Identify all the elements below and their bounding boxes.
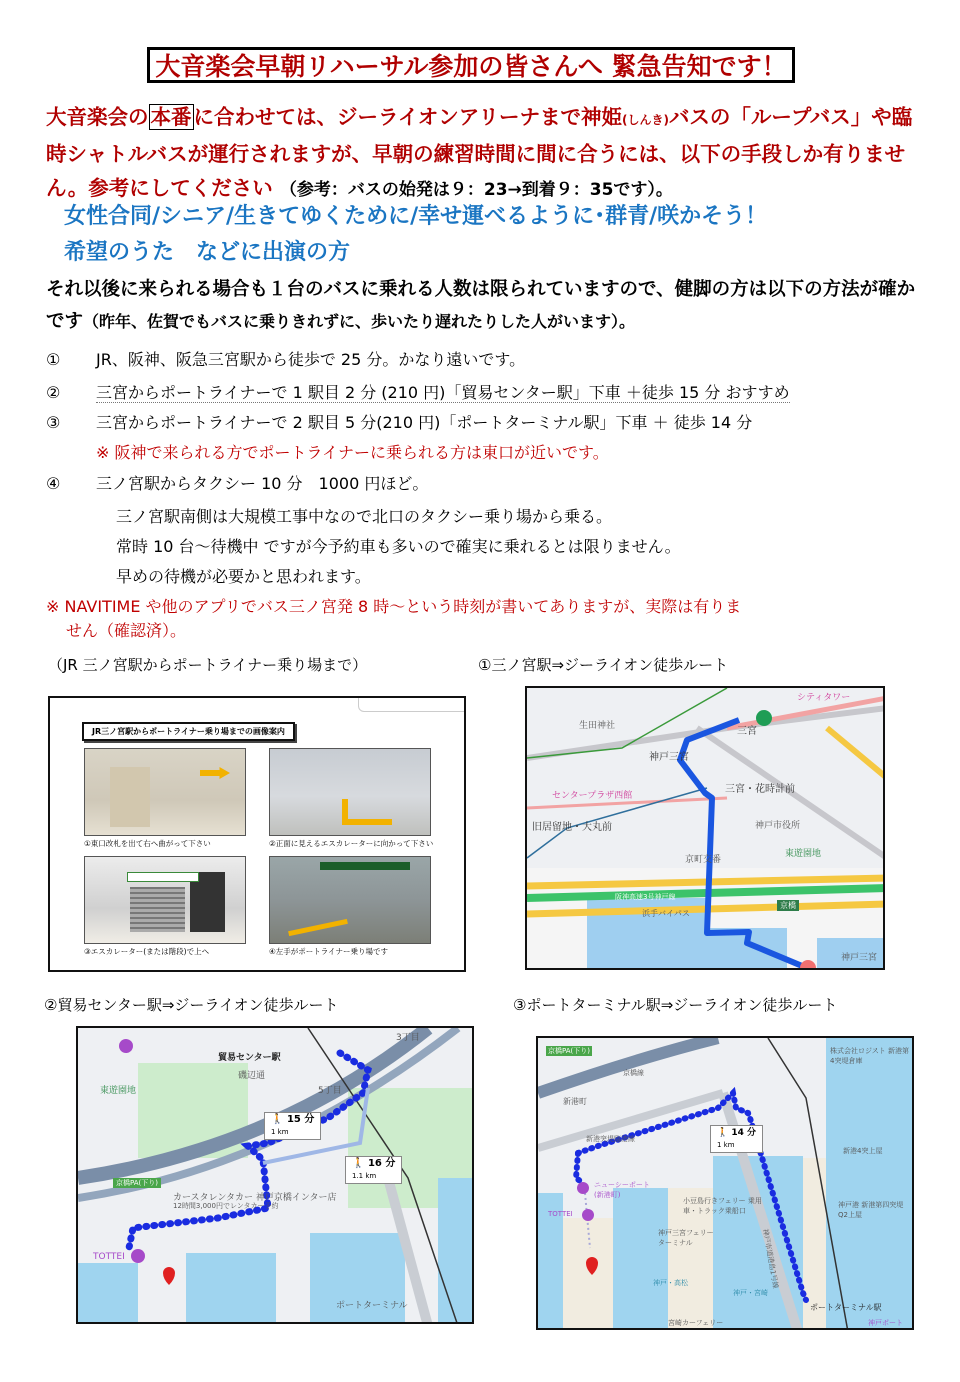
map-background [538,1038,912,1328]
map-label: 新港4突上屋 [843,1147,883,1155]
option-1 [46,348,926,372]
guide-photo-3 [84,856,246,944]
guide-caption-4: ④左手がポートライナー乗り場です [269,947,388,956]
map-label: ポートターミナル [336,1301,408,1311]
map-label: 京町交番 [685,855,722,865]
taxi-detail-2: 常時 10 台～待機中 ですが今予約車も多いので確実に乗れるとは限りません。 [116,537,681,556]
map-label: 東遊園地 [100,1086,137,1096]
option-3 [46,411,926,435]
map-label: 生田神社 [579,721,616,731]
option-text: JR、阪神、阪急三宮駅から徒歩で 25 分。かなり遠いです。 [96,350,526,369]
navitime-note [46,595,926,643]
map-label: 磯辺通 [238,1071,266,1081]
title-banner [147,47,795,83]
performer-line-2: 希望のうた などに出演の方 [64,240,351,265]
walk-icon: 🚶 [717,1128,729,1138]
map-label: 神戸三宮 [649,752,689,763]
map-roads-icon [78,1028,474,1324]
map-label: 神戸・宮崎 [733,1289,768,1297]
walk-time-box-16 [345,1156,402,1184]
map-label: 神戸港 新港第四突堤Q2上屋 [838,1201,904,1219]
map-label: 京橋PA(下り) [548,1047,591,1055]
map-label: TOTTEI [93,1252,125,1262]
guide-caption-3: ③エスカレーター(または階段)で上へ [84,947,210,956]
intro-paragraph [46,100,926,207]
option-text: 三ノ宮駅からタクシー 10 分 1000 円ほど。 [96,474,429,493]
page-title: 大音楽会早朝リハーサル参加の皆さんへ 緊急告知です！ [155,52,787,81]
map-label: 浜手バイパス [642,909,690,918]
map-label: TOTTEI [548,1210,573,1218]
map-label: シティタワー [797,693,851,703]
map-label: 貿易センター駅 [218,1053,281,1063]
caption-route-3: ③ポートターミナル駅⇒ジーライオン徒歩ルート [513,996,838,1014]
map-label: 阪神高速3号神戸線 [615,893,676,901]
taxi-detail-3: 早めの待機が必要かと思われます。 [116,567,371,586]
map-label: 京橋PA(下り) [113,1178,161,1188]
guide-photo-1 [84,748,246,836]
map-background [78,1028,472,1322]
advice-paragraph [46,274,926,338]
walk-time: 14 分 [731,1128,757,1138]
caption-route-2: ②貿易センター駅⇒ジーライオン徒歩ルート [44,996,339,1014]
map-label: 神戸三宮フェリーターミナル [658,1229,714,1247]
taxi-detail-1: 三ノ宮駅南側は大規模工事中なので北口のタクシー乗り場から乗る。 [116,507,613,526]
map-label: ポートターミナル駅 [810,1303,882,1312]
guide-heading: JR三ノ宮駅からポートライナー乗り場までの画像案内 [82,722,295,741]
walk-time: 16 分 [367,1158,396,1169]
walk-distance: 1 km [717,1141,735,1149]
map-label: 東遊園地 [785,849,822,859]
map-label: センタープラザ西館 [552,791,633,801]
caption-guide: （JR 三ノ宮駅からポートライナー乗り場まで） [48,656,368,674]
route-map-3 [536,1036,914,1330]
performer-line-1: 女性合同/シニア/生きてゆくために/幸せ運べるように･群青/咲かそう！ [64,204,768,229]
map-label: 神戸市道港島1号線 [761,1228,780,1290]
walk-distance: 1 km [271,1128,289,1136]
intro-text-1: 大音楽会の [46,105,149,129]
option-text: 三宮からポートライナーで 2 駅目 5 分(210 円)「ポートターミナル駅」下車 ＋ 徒歩 14 分 [96,413,753,432]
walk-time: 15 分 [286,1114,315,1125]
map-label: 神戸・高松 [653,1279,688,1287]
intro-text-2: に合わせては、ジーライオンアリーナまで神姫 [193,105,622,129]
option-4 [46,472,926,496]
hanshin-note: ※ 阪神で来られる方でポートライナーに乗られる方は東口が近いです。 [96,443,609,462]
guide-photo-4 [269,856,431,944]
navitime-note-line-2: せん（確認済）。 [66,621,187,640]
intro-ruby: (しんき) [621,113,669,127]
map-label: 京橋 [777,900,799,911]
option-number: ① [46,350,61,369]
caption-route-1: ①三ノ宮駅⇒ジーライオン徒歩ルート [478,656,729,674]
option-number: ② [46,383,61,402]
intro-text-3: バスの「ループバス」や臨時シャトルバスが運行されますが、早朝の練習時間に間に合うには、以下の手段しか有りません。参考にしてください [46,105,913,200]
option-text: 三宮からポートライナーで 1 駅目 2 分 (210 円)「貿易センター駅」下車 ＋徒歩 15 分 おすすめ [96,383,790,402]
map-label: 三宮 [737,726,757,737]
map-label: 3丁目 [396,1033,420,1043]
option-number: ④ [46,474,61,493]
option-2 [46,381,926,405]
map-background [527,688,883,968]
map-label: カースタレンタカー 神戸京橋インター店 [173,1193,337,1203]
guide-caption-2: ②正面に見えるエスカレーターに向かって下さい [269,839,434,848]
map-label: 神戸ポート [868,1319,903,1327]
map-label: 宮崎カーフェリー [668,1319,724,1327]
guide-caption-1: ①東口改札を出て右へ曲がって下さい [84,839,211,848]
walk-distance: 1.1 km [352,1172,377,1180]
route-map-1 [525,686,885,970]
map-label: 5丁目 [318,1086,342,1096]
advice-paren: （昨年、佐賀でもバスに乗りきれずに、歩いたり遅れたりした人がいます）。 [83,312,636,331]
performer-groups [64,199,924,271]
walk-icon: 🚶 [352,1158,365,1169]
map-label: 三宮・花時計前 [725,784,795,795]
map-label: 神戸市役所 [755,821,801,831]
intro-boxed-word: 本番 [150,105,192,129]
bus-time-note: （参考：バスの始発は９：23→到着９：35です）。 [279,180,673,200]
map-label: 神戸三宮 [841,953,878,963]
advice-main: それ以後に来られる場合も１台のバスに乗れる人数は限られていますので、健脚の方は以下の方法が確かです [46,279,916,332]
map-label: 12時間3,000円でレンタカー予約 [173,1202,279,1210]
walk-icon: 🚶 [271,1114,284,1125]
map-label: 新港突堤臨港線 [586,1135,635,1143]
route-map-2 [76,1026,474,1324]
map-label: 新港町 [563,1097,587,1106]
map-label: ニューシーポート(新港町) [594,1181,650,1199]
map-label: 小豆島行きフェリー 乗用車・トラック乗船口 [683,1197,762,1215]
navitime-note-line-1: ※ NAVITIME や他のアプリでバス三ノ宮発 8 時～という時刻が書いてありますが、実際は有りま [46,597,742,616]
map-label: 京橋線 [623,1069,644,1077]
map-label: 株式会社ロジスト 新港第4突堤倉庫 [830,1047,910,1065]
map-label: 旧居留地・大丸前 [532,822,612,833]
walk-time-box-14 [710,1125,763,1153]
option-number: ③ [46,413,61,432]
guide-photo-2 [269,748,431,836]
station-guide-image [48,696,466,972]
walk-time-box-15 [264,1112,321,1140]
